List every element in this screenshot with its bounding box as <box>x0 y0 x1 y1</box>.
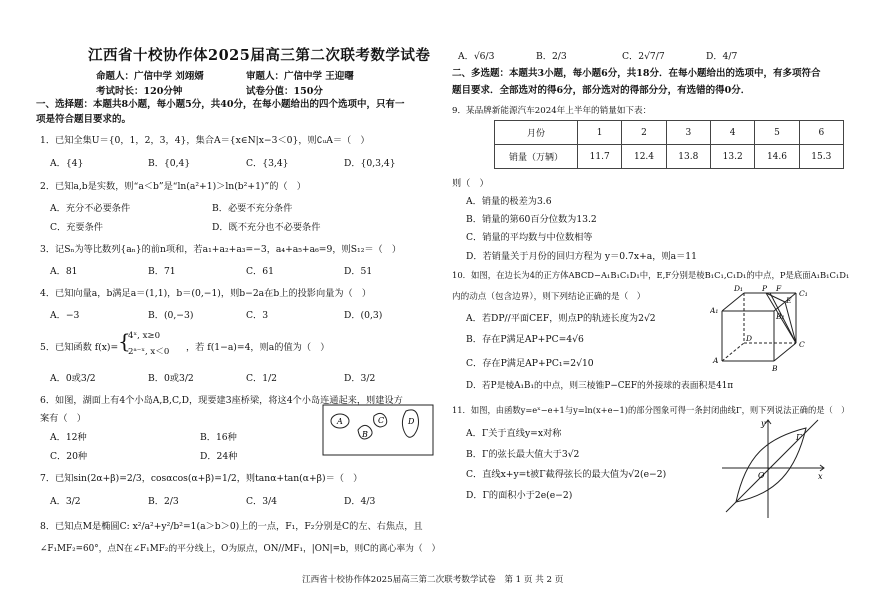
question-11-stem: 11．如图，由函数y=eˣ−e+1与y=ln(x+e−1)的部分图象可得一条封闭曲线Γ，则下列说法正确的是（ ） <box>452 405 850 415</box>
table-row <box>495 145 844 169</box>
question-4-option-d: D．(0,3) <box>344 310 383 321</box>
question-5-option-b: B．0或3/2 <box>148 373 194 384</box>
table-cell: 6 <box>799 121 843 145</box>
cube-label-a: A <box>713 356 719 365</box>
table-cell: 13.2 <box>710 145 754 169</box>
question-7-option-d: D．4/3 <box>344 496 376 507</box>
curve-figure <box>716 416 828 520</box>
question-5-stem-a: 5．已知函数 f(x)= <box>40 342 119 353</box>
question-7-stem: 7．已知sin(2α+β)=2/3，cosαcos(α+β)=1/2，则tanα+tan(α+β)＝（ ） <box>40 473 363 484</box>
duration: 考试时长：120分钟 <box>96 86 183 97</box>
question-3-option-b: B．71 <box>148 266 176 277</box>
islands-figure <box>322 404 434 456</box>
question-2-option-d: D．既不充分也不必要条件 <box>212 222 321 233</box>
question-9-option-d: D．若销量关于月份的回归方程为 y＝0.7x+a，则a＝11 <box>466 251 697 262</box>
sales-table <box>494 120 844 169</box>
table-cell: 销量（万辆） <box>495 145 578 169</box>
exam-title: 江西省十校协作体2025届高三第二次联考数学试卷 <box>88 47 431 64</box>
question-7-option-c: C．3/4 <box>246 496 278 507</box>
table-cell: 3 <box>666 121 710 145</box>
question-5-option-a: A．0或3/2 <box>50 373 96 384</box>
question-8-option-b: B．2/3 <box>536 51 567 62</box>
table-cell: 5 <box>755 121 799 145</box>
cube-label-b: B <box>772 364 778 373</box>
reviewers: 审题人：广信中学 王迎曙 <box>246 71 354 82</box>
cube-label-f: F <box>776 284 782 293</box>
section2-intro-line2: 题目要求．全部选对的得6分，部分选对的得部分分，有选错的得0分． <box>452 85 751 96</box>
page-footer: 江西省十校协作体2025届高三第二次联考数学试卷 第 1 页 共 2 页 <box>302 575 564 585</box>
question-3-stem: 3．记Sₙ为等比数列{aₙ}的前n项和，若a₁+a₂+a₃=−3，a₄+a₅+a₆=9，则S₁₂＝（ ） <box>40 244 402 255</box>
question-2-stem: 2．已知a,b是实数，则“a＜b”是“ln(a²+1)＞ln(b²+1)”的（ ） <box>40 181 306 192</box>
curve-label-gamma: Γ <box>796 433 802 442</box>
question-4-option-a: A．−3 <box>50 310 80 321</box>
question-6-option-a: A．12种 <box>50 432 87 443</box>
question-2-option-a: A．充分不必要条件 <box>50 203 131 214</box>
question-10-stem-line2: 内的动点（包含边界），则下列结论正确的是（ ） <box>452 292 646 302</box>
question-3-option-a: A．81 <box>50 266 78 277</box>
question-2-option-c: C．充要条件 <box>50 222 103 233</box>
question-7-option-a: A．3/2 <box>50 496 81 507</box>
table-cell: 11.7 <box>578 145 622 169</box>
cube-label-c: C <box>799 340 805 349</box>
curve-label-y: y <box>761 419 766 428</box>
curve-label-origin: O <box>758 471 765 480</box>
question-11-option-b: B．Γ的弦长最大值大于3√2 <box>466 449 580 460</box>
question-5-stem-b: ，若 f(1−a)=4，则a的值为（ ） <box>186 342 330 353</box>
question-6-option-b: B．16种 <box>200 432 237 443</box>
question-10-option-a: A．若DP//平面CEF，则点P的轨迹长度为2√2 <box>466 313 656 324</box>
question-9-stem: 9．某品牌新能源汽车2024年上半年的销量如下表： <box>452 106 652 116</box>
question-7-option-b: B．2/3 <box>148 496 179 507</box>
question-5-piece-1: 4ˣ, x≥0 <box>128 331 161 341</box>
cube-label-a1: A₁ <box>710 306 719 315</box>
island-c-label: C <box>378 416 385 425</box>
table-cell: 15.3 <box>799 145 843 169</box>
curve-label-x: x <box>818 472 823 481</box>
question-10-option-b: B．存在P满足AP+PC=4√6 <box>466 334 584 345</box>
section1-intro-line1: 一、选择题：本题共8小题，每小题5分，共40分，在每小题给出的四个选项中，只有一 <box>36 99 405 110</box>
question-5-piece-2: 2ᵃ⁻ˣ, x＜0 <box>128 347 170 357</box>
question-8-stem-line1: 8．已知点M是椭圆C: x²/a²+y²/b²=1(a＞b＞0)上的一点，F₁，F₂分别是C的左、右焦点，且 <box>40 521 423 532</box>
table-cell: 2 <box>622 121 666 145</box>
authors: 命题人：广信中学 刘翊婿 <box>96 71 204 82</box>
question-9-then: 则（ ） <box>452 178 489 189</box>
question-1-option-a: A．{4} <box>50 158 84 169</box>
question-1-option-d: D．{0,3,4} <box>344 158 396 169</box>
cube-label-d1: D₁ <box>734 284 744 293</box>
cube-label-b1: B₁ <box>776 312 785 321</box>
question-9-option-b: B．销量的第60百分位数为13.2 <box>466 214 597 225</box>
table-cell: 14.6 <box>755 145 799 169</box>
question-8-option-c: C．2√7/7 <box>622 51 665 62</box>
question-1-option-c: C．{3,4} <box>246 158 289 169</box>
total-score: 试卷分值：150分 <box>246 86 323 97</box>
question-4-option-c: C．3 <box>246 310 269 321</box>
question-5-option-d: D．3/2 <box>344 373 376 384</box>
question-3-option-c: C．61 <box>246 266 274 277</box>
question-4-stem: 4．已知向量a，b满足a＝(1,1)，b＝(0,−1)，则b−2a在b上的投影向量为（ ） <box>40 288 372 299</box>
question-9-option-a: A．销量的极差为3.6 <box>466 196 552 207</box>
table-cell: 月份 <box>495 121 578 145</box>
question-6-stem-line1: 6．如图，湖面上有4个小岛A,B,C,D，现要建3座桥梁，将这4个小岛连通起来，则建设方 <box>40 395 403 406</box>
table-cell: 13.8 <box>666 145 710 169</box>
section1-intro-line2: 项是符合题目要求的。 <box>36 114 132 125</box>
piecewise-brace: { <box>118 329 131 353</box>
cube-label-d: D <box>746 334 753 343</box>
question-5-option-c: C．1/2 <box>246 373 278 384</box>
question-2-option-b: B．必要不充分条件 <box>212 203 293 214</box>
table-cell: 1 <box>578 121 622 145</box>
section2-intro-line1: 二、多选题：本题共3小题，每小题6分，共18分．在每小题给出的选项中，有多项符合 <box>452 68 821 79</box>
question-11-option-d: D．Γ的面积小于2e(e−2) <box>466 490 573 501</box>
island-b-label: B <box>362 430 368 439</box>
question-6-option-c: C．20种 <box>50 451 88 462</box>
question-10-option-c: C．存在P满足AP+PC₁=2√10 <box>466 358 594 369</box>
island-d-label: D <box>408 417 415 426</box>
island-a-label: A <box>337 417 343 426</box>
question-6-option-d: D．24种 <box>200 451 238 462</box>
question-1-option-b: B．{0,4} <box>148 158 191 169</box>
cube-label-c1: C₁ <box>799 289 808 298</box>
question-11-option-a: A．Γ关于直线y=x对称 <box>466 428 562 439</box>
question-1-stem: 1．已知全集U＝{0，1，2，3，4}，集合A＝{x∈N|x−3＜0}，则∁ᵤA＝（ ） <box>40 135 370 146</box>
cube-figure <box>710 283 818 373</box>
question-9-option-c: C．销量的平均数与中位数相等 <box>466 232 593 243</box>
cube-label-e: E <box>786 296 792 305</box>
cube-label-p: P <box>762 284 768 293</box>
question-11-option-c: C．直线x+y=t被Γ截得弦长的最大值为√2(e−2) <box>466 469 667 480</box>
question-3-option-d: D．51 <box>344 266 373 277</box>
question-8-option-d: D．4/7 <box>706 51 738 62</box>
question-6-stem-line2: 案有（ ） <box>40 413 86 424</box>
table-row <box>495 121 844 145</box>
table-cell: 12.4 <box>622 145 666 169</box>
question-8-option-a: A．√6/3 <box>458 51 495 62</box>
question-4-option-b: B．(0,−3) <box>148 310 194 321</box>
question-10-stem-line1: 10．如图，在边长为4的正方体ABCD−A₁B₁C₁D₁中，E,F分别是棱B₁C₁,C₁D₁的中点，P是底面A₁B₁C₁D₁ <box>452 270 850 280</box>
question-8-stem-line2: ∠F₁MF₂=60°，点N在∠F₁MF₂的平分线上，O为原点，ON//MF₁，|ON|=b，则C的离心率为（ ） <box>40 544 441 554</box>
table-cell: 4 <box>710 121 754 145</box>
question-10-option-d: D．若P是棱A₁B₁的中点，则三棱锥P−CEF的外接球的表面积是41π <box>466 381 734 391</box>
